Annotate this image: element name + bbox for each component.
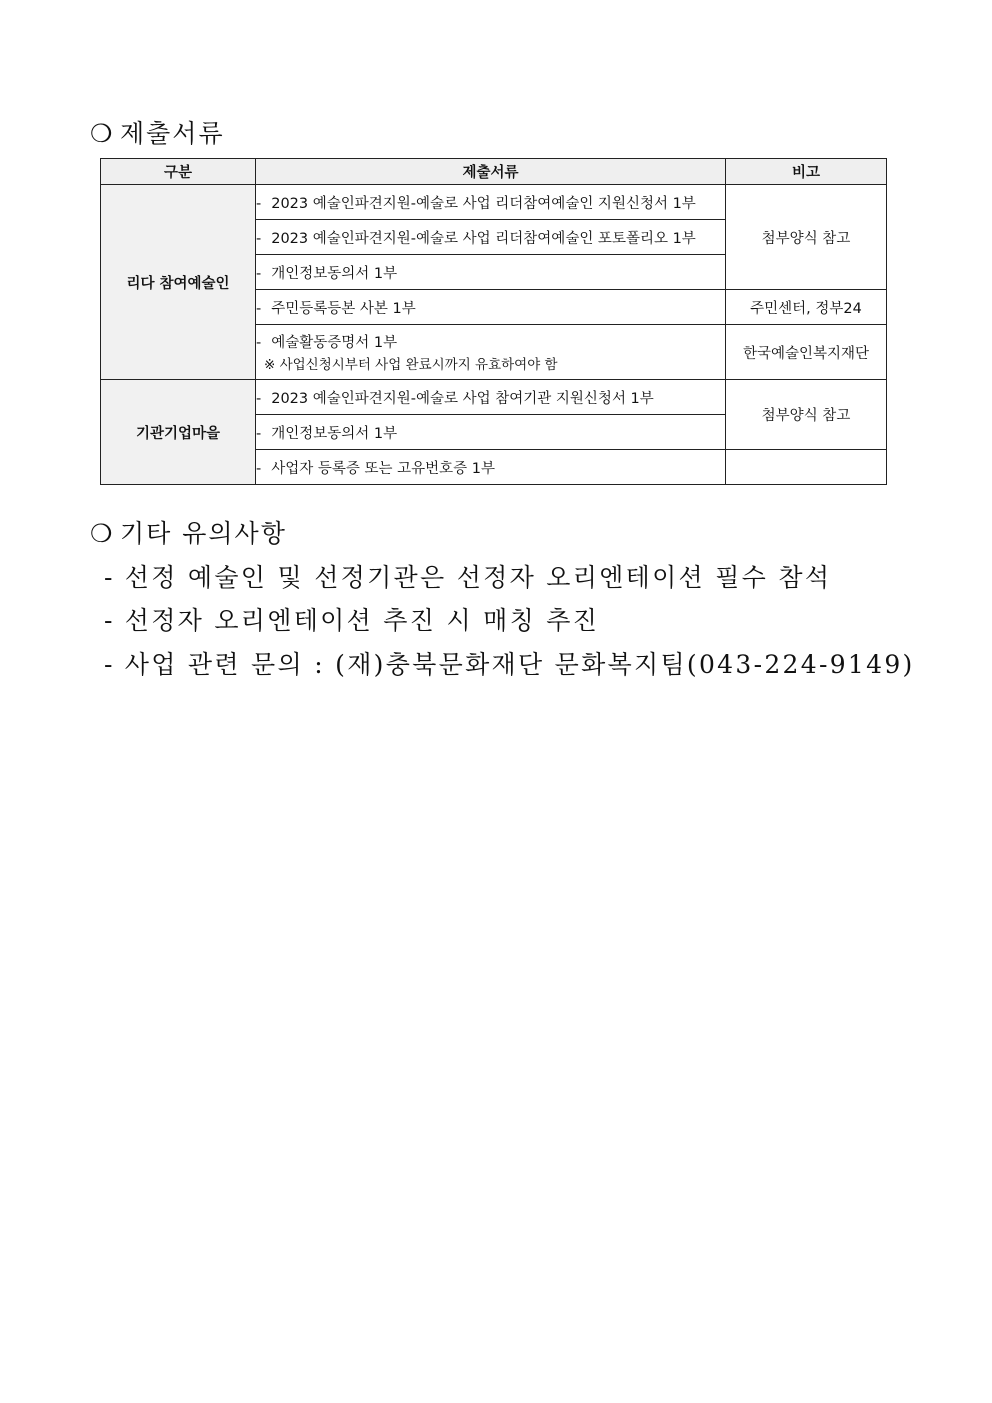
table-header-row [101,159,887,185]
document-label: 사업자 등록증 또는 고유번호증 1부 [271,460,495,477]
document-item [256,220,726,255]
dash: - [256,265,262,282]
section-heading-documents [90,114,225,150]
document-label: 2023 예술인파견지원-예술로 사업 리더참여예술인 포토폴리오 1부 [271,230,696,247]
table-row [101,380,887,415]
section-heading-notes [90,514,287,550]
note-item [104,645,915,681]
document-note: ※ 사업신청시부터 사업 완료시까지 유효하여야 함 [264,357,558,373]
documents-table [100,158,887,485]
document-label: 예술활동증명서 1부 [271,335,398,351]
category-cell: 리다 참여예술인 [101,185,256,380]
remark-cell: 한국예술인복지재단 [726,325,887,380]
remark-cell [726,450,887,485]
remark-cell: 첨부양식 참고 [726,380,887,450]
circle-bullet-icon: ❍ [90,119,115,148]
note-text: 사업 관련 문의 : (재)충북문화재단 문화복지팀(043-224-9149) [124,650,915,679]
document-label: 주민등록등본 사본 1부 [271,300,416,317]
header-category: 구분 [101,159,256,185]
section-title: 제출서류 [120,119,225,148]
note-text: 선정 예술인 및 선정기관은 선정자 오리엔테이션 필수 참석 [124,563,832,592]
table-row [101,185,887,220]
dash: - [256,390,262,407]
section-title: 기타 유의사항 [120,519,287,548]
note-text: 선정자 오리엔테이션 추진 시 매칭 추진 [124,606,600,635]
document-label: 개인정보동의서 1부 [271,265,398,282]
header-remarks: 비고 [726,159,887,185]
document-item [256,325,726,380]
note-item [104,601,599,637]
remark-cell: 첨부양식 참고 [726,185,887,290]
dash: - [104,563,115,592]
document-item [256,185,726,220]
dash: - [256,300,262,317]
circle-bullet-icon: ❍ [90,519,115,548]
document-item [256,255,726,290]
dash: - [256,425,262,442]
document-label: 2023 예술인파견지원-예술로 사업 참여기관 지원신청서 1부 [271,390,654,407]
remark-cell: 주민센터, 정부24 [726,290,887,325]
dash: - [256,460,262,477]
document-label: 개인정보동의서 1부 [271,425,398,442]
dash: - [104,606,115,635]
document-item [256,450,726,485]
note-item [104,558,831,594]
header-documents: 제출서류 [256,159,726,185]
document-label: 2023 예술인파견지원-예술로 사업 리더참여예술인 지원신청서 1부 [271,195,696,212]
document-item [256,290,726,325]
dash: - [256,195,262,212]
dash: - [256,230,262,247]
category-cell: 기관기업마을 [101,380,256,485]
dash: - [104,650,115,679]
document-item [256,415,726,450]
document-item [256,380,726,415]
dash: - [256,335,262,351]
